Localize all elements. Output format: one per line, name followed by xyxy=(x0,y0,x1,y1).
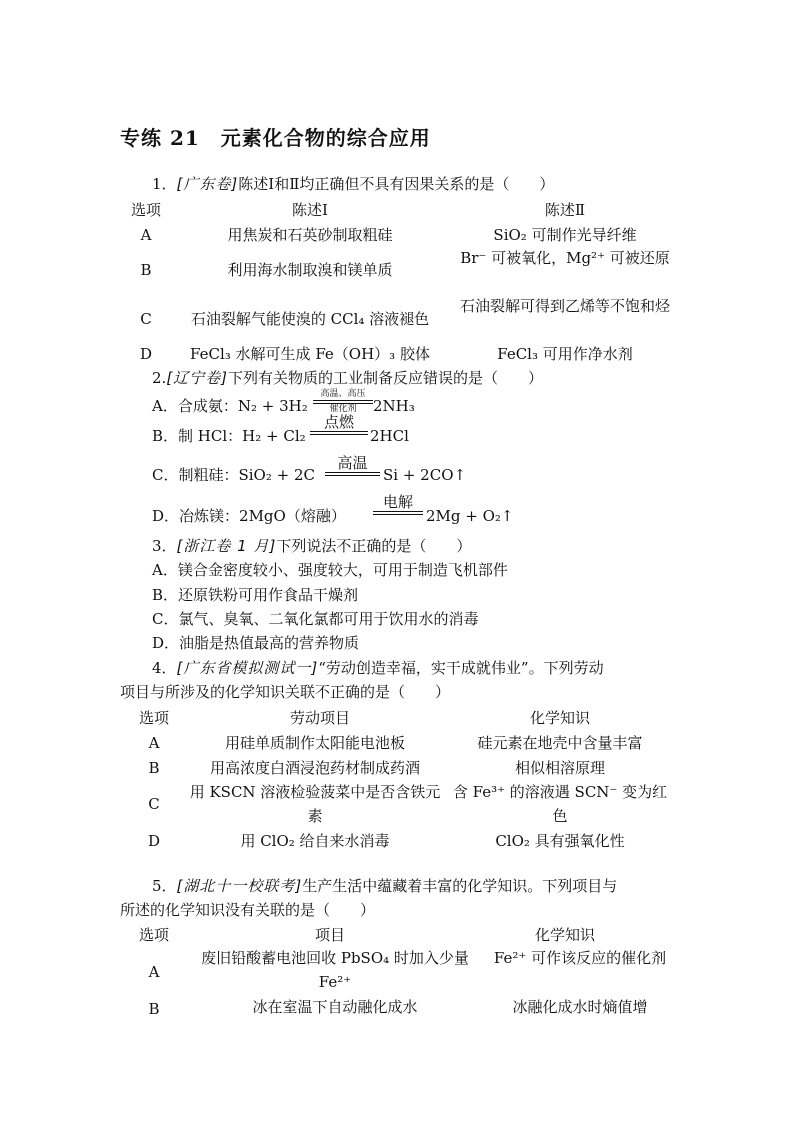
table-row-option: D xyxy=(139,345,153,363)
table-header-option: 选项 xyxy=(130,201,161,219)
table-row-option: A xyxy=(140,226,152,244)
product: 2NH₃ xyxy=(373,397,415,415)
table-row-option: C xyxy=(140,310,152,328)
table-row-item: 废旧铅酸蓄电池回收 PbSO₄ 时加入少量 Fe²⁺ xyxy=(201,949,469,991)
table-header-statement-2: 陈述Ⅱ xyxy=(544,201,586,219)
question-1-stem xyxy=(152,173,554,195)
table-row-statement-2: FeCl₃ 可用作净水剂 xyxy=(497,345,633,363)
page-title: 专练 21 元素化合物的综合应用 xyxy=(120,126,431,150)
reactants: 2MgO（熔融） xyxy=(239,507,346,525)
table-row-knowledge: 含 Fe³⁺ 的溶液遇 SCN⁻ 变为红色 xyxy=(452,783,668,825)
reaction-condition: 点燃 xyxy=(310,414,368,435)
table-row-labor: 用高浓度白酒浸泡药材制成药酒 xyxy=(209,759,420,777)
table-row-labor: 用 ClO₂ 给自来水消毒 xyxy=(240,832,390,850)
table-row-knowledge: 硅元素在地壳中含量丰富 xyxy=(477,734,643,752)
question-source: [辽宁卷] xyxy=(166,369,229,387)
reactants: N₂ + 3H₂ xyxy=(237,397,308,415)
option-2d: D．冶炼镁：2MgO（熔融） xyxy=(152,507,346,525)
reactants: SiO₂ + 2C xyxy=(238,466,315,484)
table-row-labor: 用硅单质制作太阳能电池板 xyxy=(224,734,405,752)
option-3c: C．氯气、臭氧、二氧化氯都可用于饮用水的消毒 xyxy=(152,610,479,628)
question-text: 陈述Ⅰ和Ⅱ均正确但不具有因果关系的是（ ） xyxy=(238,175,555,193)
question-number: 4． xyxy=(152,659,177,677)
equals-bar xyxy=(373,511,423,515)
table-header-option: 选项 xyxy=(138,709,169,727)
reaction-condition: 高温、高压 催化剂 xyxy=(313,389,373,414)
question-text: 下列说法不正确的是（ ） xyxy=(276,537,472,555)
table-row-option: A xyxy=(148,963,160,981)
option-3a: A．镁合金密度较小、强度较大，可用于制造飞机部件 xyxy=(152,561,508,579)
table-row-labor: 用 KSCN 溶液检验菠菜中是否含铁元素 xyxy=(189,783,441,825)
equals-bar xyxy=(325,472,380,476)
table-row-option: B xyxy=(148,1000,160,1018)
question-number: 1． xyxy=(152,175,177,193)
question-source: [湖北十一校联考] xyxy=(176,877,303,895)
question-text: 生产生活中蕴藏着丰富的化学知识。下列项目与 xyxy=(302,877,618,895)
question-3-stem xyxy=(152,535,471,557)
table-row-option: B xyxy=(148,759,160,777)
question-2-stem xyxy=(152,367,543,389)
table-header-knowledge: 化学知识 xyxy=(529,709,590,727)
option-3d: D．油脂是热值最高的营养物质 xyxy=(152,634,360,652)
table-row-statement-1: 用焦炭和石英砂制取粗硅 xyxy=(227,226,393,244)
question-source: [广东卷] xyxy=(176,175,239,193)
option-2a: A．合成氨：N₂ + 3H₂ xyxy=(152,397,308,415)
table-header-knowledge: 化学知识 xyxy=(534,926,595,944)
question-5-stem-line-2: 所述的化学知识没有关联的是（ ） xyxy=(120,901,376,919)
table-row-statement-1: FeCl₃ 水解可生成 Fe（OH）₃ 胶体 xyxy=(190,345,430,363)
option-2b: B．制 HCl：H₂ + Cl₂ xyxy=(152,427,306,445)
question-4-stem xyxy=(152,657,604,679)
question-5-stem xyxy=(152,875,617,897)
table-row-item: 冰在室温下自动融化成水 xyxy=(252,998,418,1016)
question-4-stem-line-2: 项目与所涉及的化学知识关联不正确的是（ ） xyxy=(120,683,451,701)
product: Si + 2CO↑ xyxy=(383,466,467,484)
table-row-knowledge: 冰融化成水时熵值增 xyxy=(512,998,648,1016)
table-row-option: D xyxy=(147,832,161,850)
question-number: 5． xyxy=(152,877,177,895)
table-header-item: 项目 xyxy=(314,926,345,944)
reactants: H₂ + Cl₂ xyxy=(242,427,306,445)
reaction-condition: 电解 xyxy=(373,494,423,515)
question-number: 2. xyxy=(152,369,167,387)
equals-bar xyxy=(310,431,368,435)
table-row-knowledge: Fe²⁺ 可作该反应的催化剂 xyxy=(493,949,667,967)
table-row-option: A xyxy=(148,734,160,752)
product: 2Mg + O₂↑ xyxy=(426,507,514,525)
question-source: [广东省模拟测试一] xyxy=(176,659,319,677)
table-row-statement-2: SiO₂ 可制作光导纤维 xyxy=(493,226,637,244)
table-header-option: 选项 xyxy=(138,926,169,944)
question-source: [浙江卷 1 月] xyxy=(176,537,277,555)
reaction-condition: 高温 xyxy=(325,455,380,476)
table-row-option: C xyxy=(148,795,160,813)
option-2c: C．制粗硅：SiO₂ + 2C xyxy=(152,466,315,484)
table-row-statement-2: 石油裂解可得到乙烯等不饱和烃 xyxy=(459,297,670,315)
table-row-statement-2: Br⁻ 可被氧化，Mg²⁺ 可被还原 xyxy=(460,249,670,267)
table-row-knowledge: 相似相溶原理 xyxy=(514,759,605,777)
question-text: 下列有关物质的工业制备反应错误的是（ ） xyxy=(228,369,544,387)
question-number: 3． xyxy=(152,537,177,555)
table-row-option: B xyxy=(140,261,152,279)
table-header-labor: 劳动项目 xyxy=(289,709,350,727)
table-row-statement-1: 石油裂解气能使溴的 CCl₄ 溶液褪色 xyxy=(190,310,430,328)
table-header-statement-1: 陈述Ⅰ xyxy=(292,201,328,219)
product: 2HCl xyxy=(370,427,409,445)
option-3b: B．还原铁粉可用作食品干燥剂 xyxy=(152,586,359,604)
table-row-knowledge: ClO₂ 具有强氧化性 xyxy=(495,832,625,850)
question-text: “劳动创造幸福，实干成就伟业”。下列劳动 xyxy=(318,659,604,677)
table-row-statement-1: 利用海水制取溴和镁单质 xyxy=(227,261,393,279)
